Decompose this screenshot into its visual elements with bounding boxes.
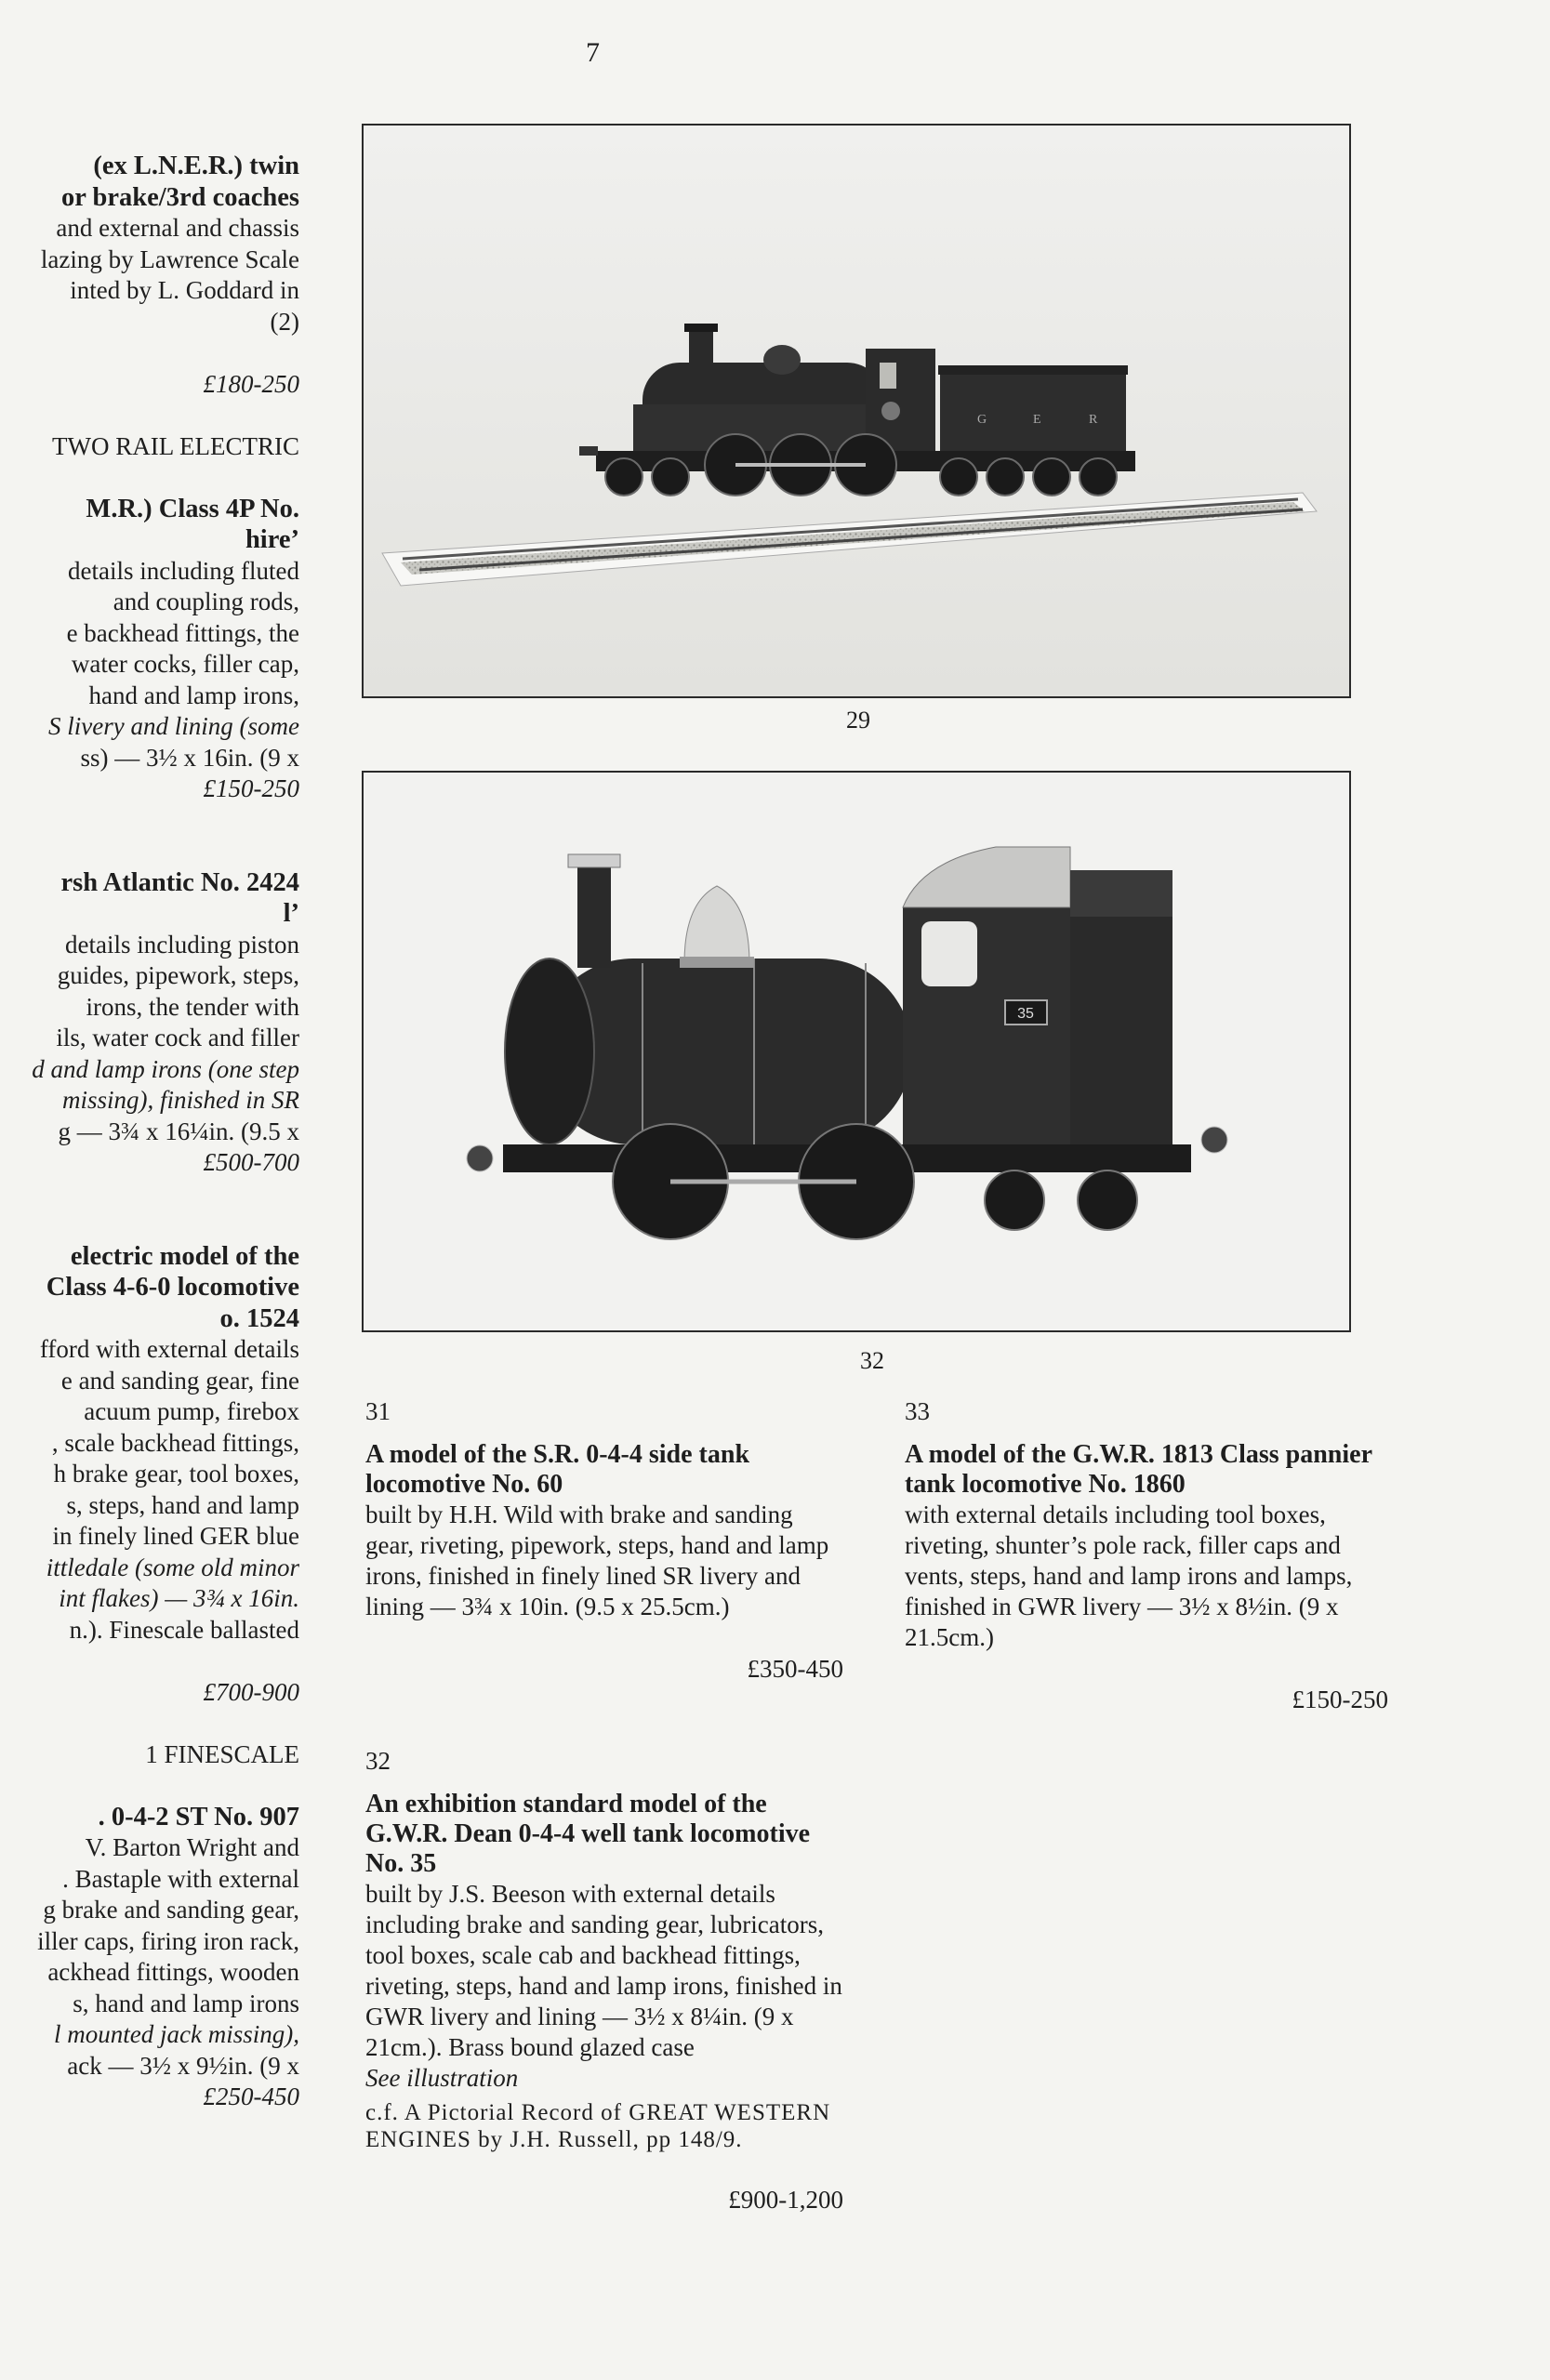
left-column-line: [0, 1179, 299, 1210]
left-column-line: [0, 1770, 299, 1802]
left-column-line: . 0-4-2 ST No. 907: [98, 1802, 299, 1831]
lot-33-title: A model of the G.W.R. 1813 Class pannier tank locomotive No. 1860: [905, 1440, 1372, 1499]
left-column-line: l’: [283, 899, 299, 928]
left-column-line: and coupling rods,: [113, 588, 299, 615]
lot-31-title: A model of the S.R. 0-4-4 side tank locomotive No. 60: [365, 1440, 750, 1499]
left-column-line: [0, 805, 299, 837]
left-column-line: S livery and lining (some: [48, 712, 299, 740]
loco-4-6-0-illustration: [364, 126, 1349, 696]
left-column-line: acuum pump, firebox: [84, 1397, 299, 1425]
left-column-line: (ex L.N.E.R.) twin: [93, 152, 299, 180]
left-column-line: ss) — 3½ x 16in. (9 x: [80, 743, 299, 772]
left-column-line: (2): [270, 307, 299, 336]
lot-32-price: £900-1,200: [728, 2186, 843, 2214]
left-column-line: Class 4-6-0 locomotive: [46, 1273, 299, 1302]
left-column-line: V. Barton Wright and: [85, 1833, 299, 1861]
left-column-line: irons, the tender with: [86, 992, 299, 1021]
left-column-line: e and sanding gear, fine: [60, 1366, 299, 1395]
figure-29-caption: 29: [846, 707, 870, 734]
left-column-line: 1 FINESCALE: [145, 1739, 299, 1768]
left-column-line: hand and lamp irons,: [88, 681, 299, 709]
lot-33: [905, 1396, 1388, 1715]
lot-32-number: 32: [365, 1747, 391, 1775]
left-column-line: iller caps, firing iron rack,: [37, 1926, 299, 1955]
left-column-line: missing), finished in SR: [62, 1086, 299, 1114]
lot-32-title: An exhibition standard model of the G.W.R. Dean 0-4-4 well tank locomotive No. 35: [365, 1790, 811, 1878]
tender-letter-g: G: [977, 413, 987, 427]
left-column-line: details including fluted: [68, 556, 299, 585]
left-column-line: ackhead fittings, wooden: [47, 1958, 299, 1986]
left-column-text: [0, 151, 299, 2113]
left-column-line: [0, 1210, 299, 1241]
left-column-line: [0, 836, 299, 867]
left-column-line: electric model of the: [70, 1241, 299, 1271]
tender-letter-e: E: [1033, 413, 1041, 427]
lot-32-reference: c.f. A Pictorial Record of GREAT WESTERN ENGINES by J.H. Russell, pp 148/9.: [365, 2100, 831, 2152]
left-column-line: ittledale (some old minor: [46, 1553, 299, 1581]
left-column-line: e backhead fittings, the: [66, 618, 299, 647]
left-column-line: l mounted jack missing),: [54, 2020, 299, 2048]
lot-32-description: built by J.S. Beeson with external details including brake and sanding gear, lubricators, tool boxes, scale cab and backhead fittings, riveting, steps, hand and lamp irons, finished in GWR livery and lining — 3½ x 8¼in. (9 x 21cm.). Brass bound glazed case: [365, 1880, 842, 2061]
tender-letter-r: R: [1089, 413, 1098, 427]
left-column-line: in finely lined GER blue: [52, 1522, 299, 1550]
lot-33-description: with external details including tool boxes, riveting, shunter’s pole rack, filler caps and vents, steps, hand and lamp irons and lamps, finished in GWR livery — 3½ x 8½in. (9 x 21.5cm.): [905, 1501, 1353, 1651]
left-column-line: rsh Atlantic No. 2424: [60, 867, 299, 897]
left-column-line: s, steps, hand and lamp: [66, 1490, 299, 1519]
left-column-line: o. 1524: [219, 1303, 299, 1333]
left-column-line: and external and chassis: [56, 214, 299, 242]
lot-32-see-illustration: See illustration: [365, 2064, 519, 2092]
cab-number-plate: 35: [1017, 1006, 1034, 1022]
left-column-line: £150-250: [203, 774, 299, 802]
left-column-line: g brake and sanding gear,: [43, 1896, 299, 1924]
lot-33-number: 33: [905, 1397, 930, 1425]
left-column-line: lazing by Lawrence Scale: [40, 245, 299, 273]
left-column-line: hire’: [245, 525, 299, 554]
left-column-line: s, hand and lamp irons: [73, 1989, 299, 2017]
left-column-line: TWO RAIL ELECTRIC: [52, 431, 299, 460]
left-column-line: ack — 3½ x 9½in. (9 x: [67, 2051, 299, 2080]
left-column-line: n.). Finescale ballasted: [69, 1615, 299, 1644]
left-column-line: details including piston: [65, 930, 299, 959]
left-column-line: [0, 462, 299, 494]
left-column-line: water cocks, filler cap,: [71, 650, 299, 678]
left-column-line: M.R.) Class 4P No.: [86, 494, 299, 523]
lot-33-price: £150-250: [1292, 1686, 1388, 1713]
lot-31-description: built by H.H. Wild with brake and sanding gear, riveting, pipework, steps, hand and lamp irons, finished in finely lined SR livery and lining — 3¾ x 10in. (9.5 x 25.5cm.): [365, 1501, 829, 1620]
loco-0-4-4-well-tank-illustration: [364, 773, 1349, 1330]
left-column-line: or brake/3rd coaches: [61, 182, 299, 212]
lot-32: [365, 1746, 843, 2215]
left-column-line: . Bastaple with external: [62, 1864, 299, 1893]
left-column-line: guides, pipework, steps,: [57, 961, 299, 989]
left-column-line: [0, 1708, 299, 1739]
left-column-line: h brake gear, tool boxes,: [53, 1460, 299, 1488]
left-column-line: int flakes) — 3¾ x 16in.: [59, 1584, 299, 1612]
figure-32-caption: 32: [860, 1347, 884, 1374]
figure-32-photo: [362, 771, 1351, 1332]
page-number: 7: [586, 37, 600, 68]
left-column-line: ils, water cock and filler: [56, 1024, 299, 1051]
left-column-line: £500-700: [203, 1148, 299, 1176]
lot-31-number: 31: [365, 1397, 391, 1425]
left-column-line: [0, 400, 299, 431]
left-column-line: £250-450: [203, 2082, 299, 2110]
left-column-line: £180-250: [203, 369, 299, 398]
figure-29-photo: [362, 124, 1351, 698]
lot-31-price: £350-450: [747, 1655, 843, 1683]
left-column-line: inted by L. Goddard in: [70, 276, 299, 304]
left-column-line: £700-900: [203, 1677, 299, 1706]
lot-31: [365, 1396, 843, 1685]
left-column-line: [0, 337, 299, 369]
left-column-line: d and lamp irons (one step: [32, 1054, 299, 1083]
left-column-line: fford with external details: [39, 1335, 299, 1363]
left-column-line: [0, 1646, 299, 1677]
left-column-line: , scale backhead fittings,: [51, 1428, 299, 1457]
left-column-line: g — 3¾ x 16¼in. (9.5 x: [58, 1117, 299, 1145]
